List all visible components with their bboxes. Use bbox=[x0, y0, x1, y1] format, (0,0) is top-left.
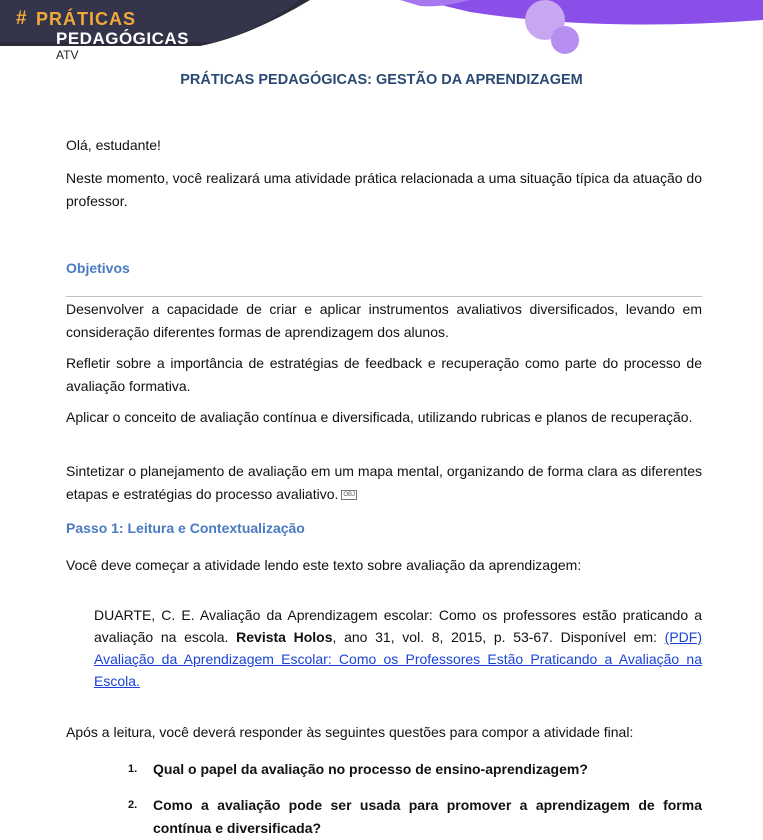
greeting: Olá, estudante! bbox=[66, 137, 161, 153]
object-placeholder-icon: OBJ bbox=[343, 492, 356, 499]
question-number: 1. bbox=[128, 763, 138, 775]
objective-item-1: Desenvolver a capacidade de criar e aplicar instrumentos avaliativos diversificados, levando em consideração diferentes formas de aprendizagem dos alunos. bbox=[66, 301, 702, 340]
header-banner bbox=[0, 0, 763, 60]
reference-citation bbox=[94, 604, 702, 692]
reference-link[interactable]: (PDF) Avaliação da Aprendizagem Escolar: Como os Professores Estão Praticando a Avaliação na Escola. bbox=[94, 629, 702, 689]
objective-item-2: Refletir sobre a importância de estratégias de feedback e recuperação como parte do processo de avaliação formativa. bbox=[66, 355, 702, 394]
objective-item-4-text: Sintetizar o planejamento de avaliação em um mapa mental, organizando de forma clara as diferentes etapas e estratégias do processo avaliativo. bbox=[66, 463, 702, 502]
step1-lead: Você deve começar a atividade lendo este texto sobre avaliação da aprendizagem: bbox=[66, 557, 582, 573]
question-number: 2. bbox=[128, 799, 138, 811]
step1-heading: Passo 1: Leitura e Contextualização bbox=[66, 520, 305, 536]
reference-journal: Revista Holos bbox=[236, 629, 333, 645]
reference-text-2: , ano 31, vol. 8, 2015, p. 53-67. Disponível em: bbox=[332, 629, 665, 645]
doc-code: ATV bbox=[56, 48, 79, 62]
question-text: Como a avaliação pode ser usada para promover a aprendizagem de forma contínua e diversificada? bbox=[153, 797, 702, 836]
intro-paragraph: Neste momento, você realizará uma atividade prática relacionada a uma situação típica da atuação do professor. bbox=[66, 170, 702, 209]
question-text: Qual o papel da avaliação no processo de ensino-aprendizagem? bbox=[153, 761, 588, 777]
objective-item-4 bbox=[66, 460, 702, 506]
step1-after: Após a leitura, você deverá responder às seguintes questões para compor a atividade final: bbox=[66, 724, 634, 740]
logo-text-pedagogicas: PEDAGÓGICAS bbox=[56, 29, 190, 48]
logo-text-praticas: PRÁTICAS bbox=[36, 9, 137, 29]
divider bbox=[66, 296, 702, 297]
objective-item-3: Aplicar o conceito de avaliação contínua e diversificada, utilizando rubricas e planos de recuperação. bbox=[66, 409, 693, 425]
objectives-heading: Objetivos bbox=[66, 260, 130, 276]
logo-hash: # bbox=[16, 8, 28, 29]
reference-text-1: DUARTE, C. E. Avaliação da Aprendizagem escolar: Como os professores estão praticando a avaliação na escola. bbox=[94, 607, 702, 645]
page-title: PRÁTICAS PEDAGÓGICAS: GESTÃO DA APRENDIZAGEM bbox=[180, 72, 583, 88]
